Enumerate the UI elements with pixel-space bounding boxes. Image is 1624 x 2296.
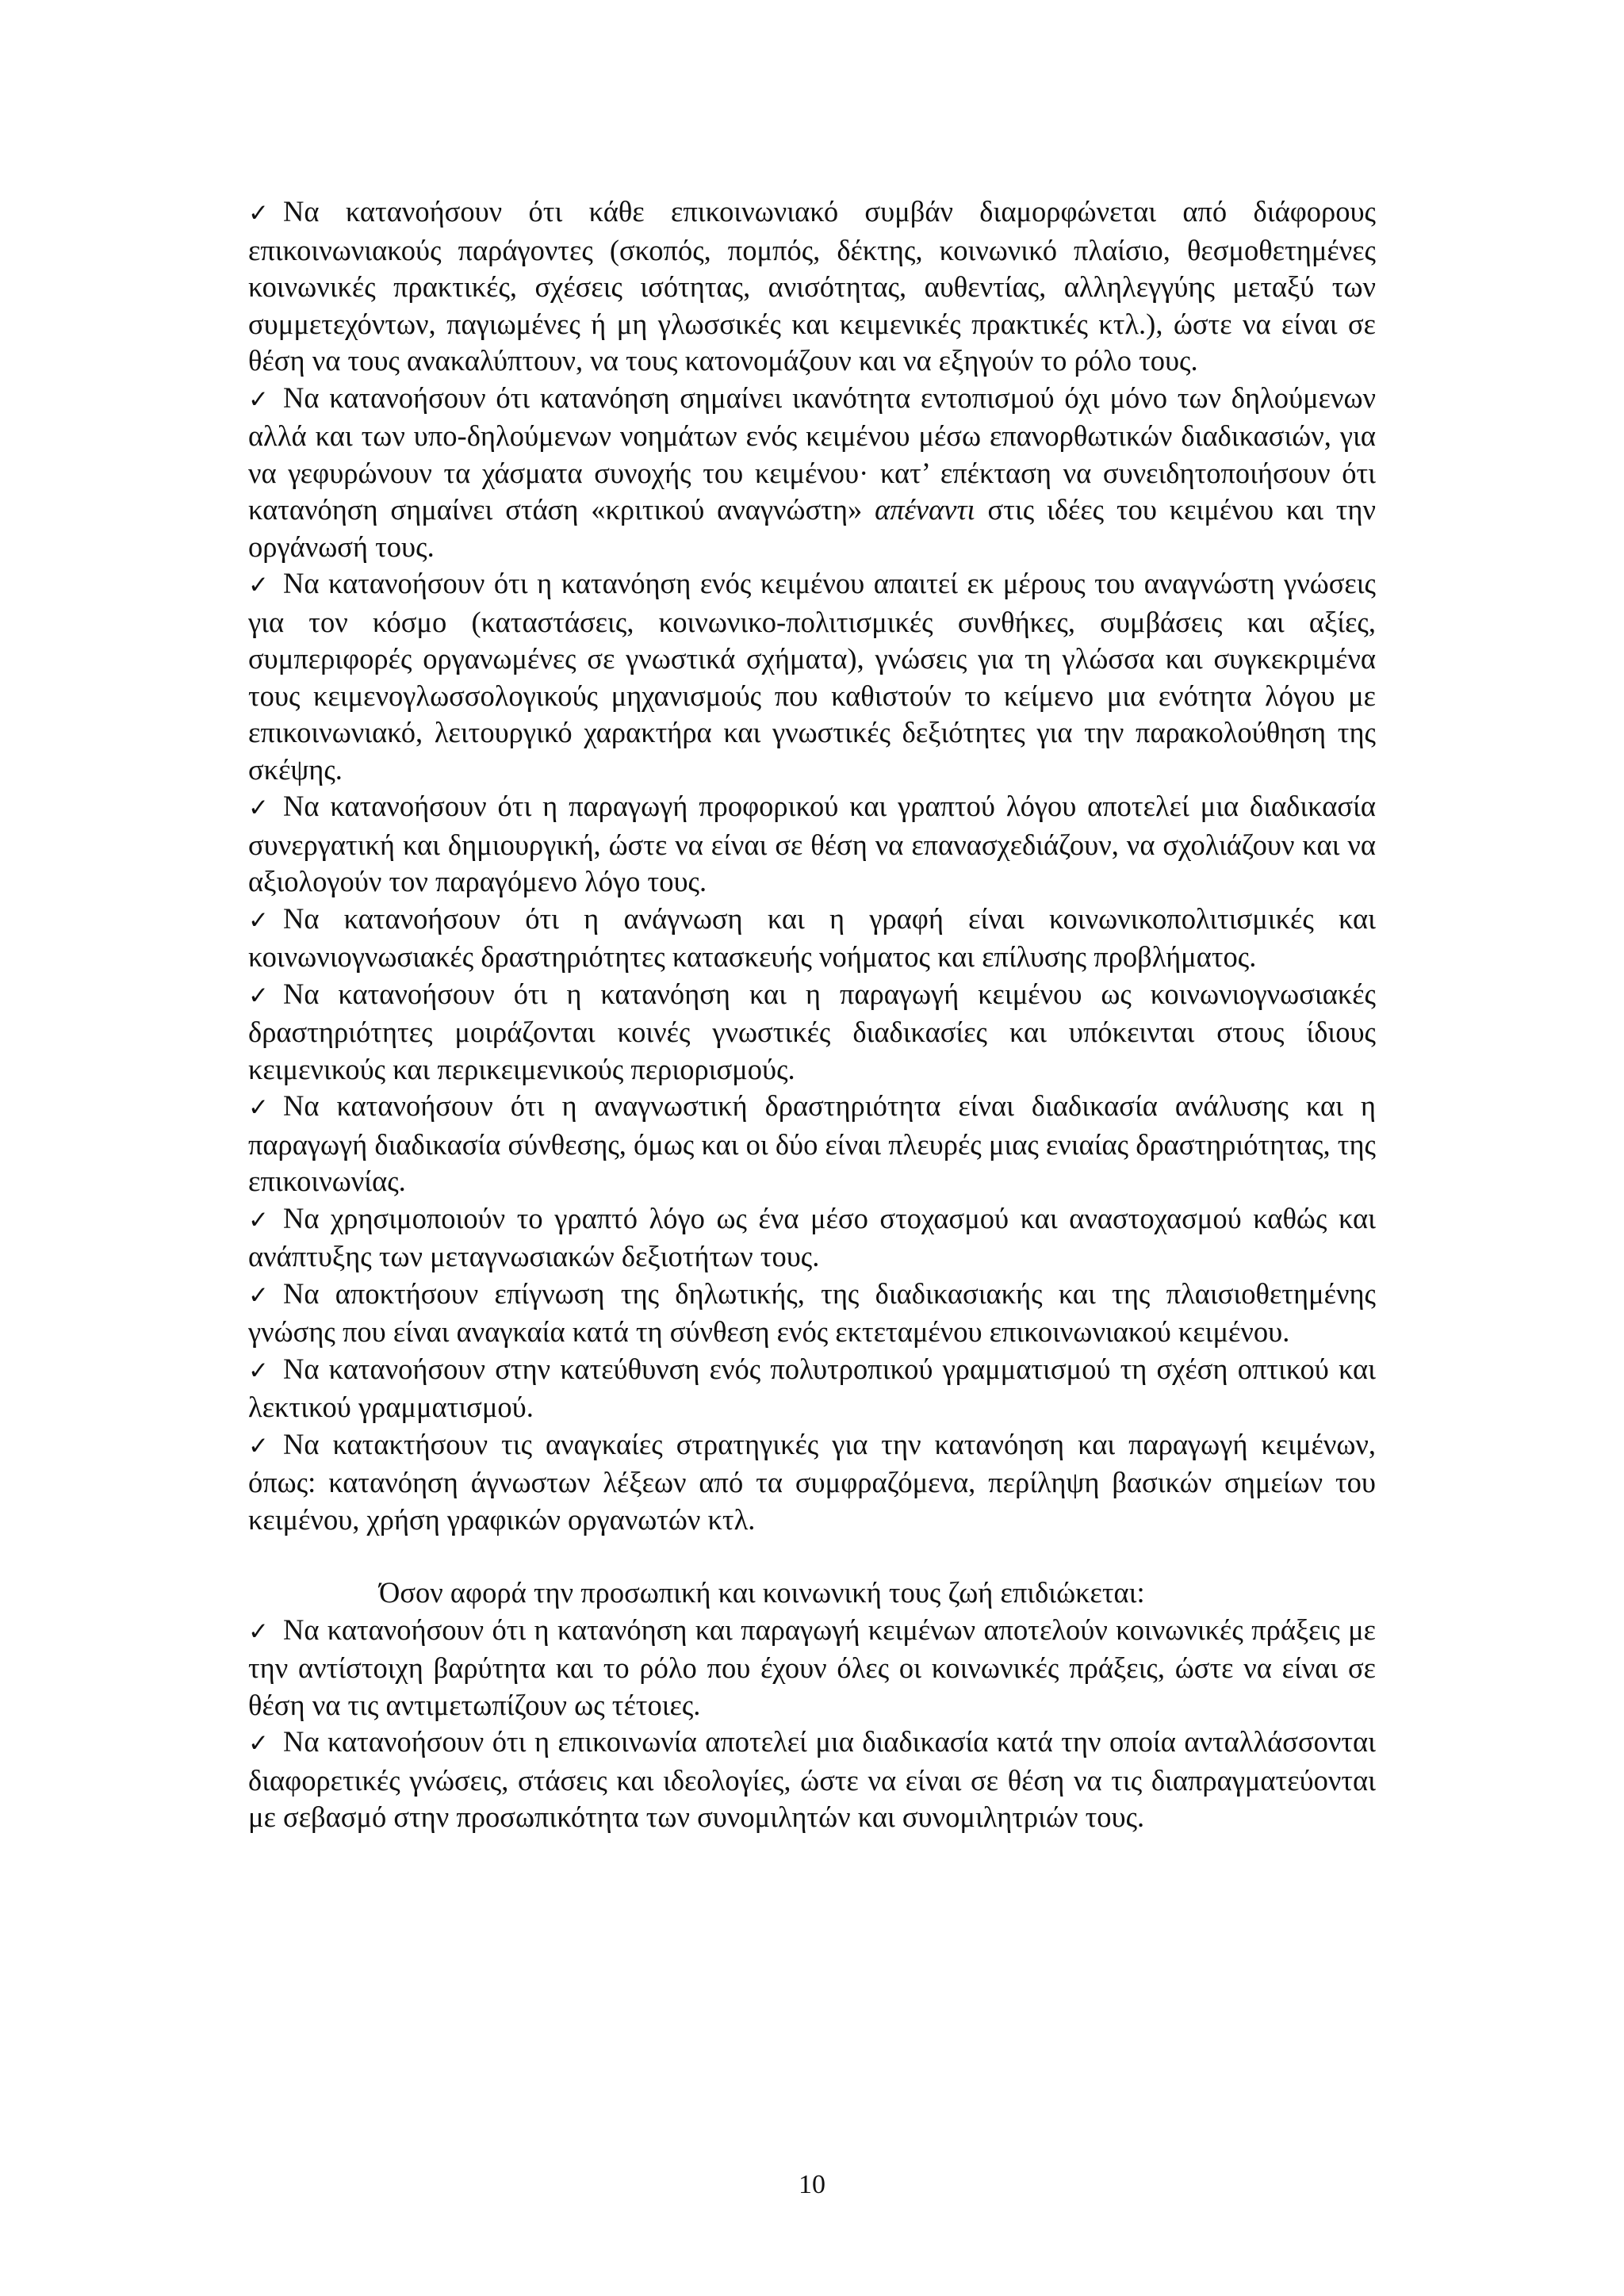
objective-text: Να κατανοήσουν ότι η παραγωγή προφορικού και γραπτού λόγου αποτελεί μια διαδικασία συνεργατική και δημιουργική, ώστε να είναι σε θέση να επανασχεδιάζουν, να σχολιάζουν και να αξιολογούν τον παραγόμενο λόγο τους. <box>248 790 1376 897</box>
objective-item <box>248 1200 1376 1276</box>
objective-item <box>248 1088 1376 1200</box>
objective-text: Να κατανοήσουν ότι η κατανόηση ενός κειμένου απαιτεί εκ μέρους του αναγνώστη γνώσεις για τον κόσμο (καταστάσεις, κοινωνικο-πολιτισμικές συνθήκες, συμβάσεις και αξίες, συμπεριφορές οργανωμένες σε γνωστικά σχήματα), γνώσεις για τη γλώσσα και συγκεκριμένα τους κειμενογλωσσολογικούς μηχανισμούς που καθιστούν το κείμενο μια ενότητα λόγου με επικοινωνιακό, λειτουργικό χαρακτήρα και γνωστικές δεξιότητες για την παρακολούθηση της σκέψης. <box>248 567 1376 786</box>
objective-text: Να κατανοήσουν ότι η κατανόηση και η παραγωγή κειμένου ως κοινωνιογνωσιακές δραστηριότητες μοιράζονται κοινές γνωστικές διαδικασίες και υπόκεινται στους ίδιους κειμενικούς και περικειμενικούς περιορισμούς. <box>248 977 1376 1085</box>
objective-text: Να κατανοήσουν ότι η επικοινωνία αποτελεί μια διαδικασία κατά την οποία ανταλλάσσονται διαφορετικές γνώσεις, στάσεις και ιδεολογίες, ώστε να είναι σε θέση να τις διαπραγματεύονται με σεβασμό στην προσωπικότητα των συνομιλητών και συνομιλητριών τους. <box>248 1725 1376 1833</box>
page-number: 10 <box>799 2170 825 2199</box>
objective-italic-text: απέναντι <box>875 493 975 526</box>
checkmark-icon: ✓ <box>248 1729 269 1758</box>
objective-text: Να χρησιμοποιούν το γραπτό λόγο ως ένα μέσο στοχασμού και αναστοχασμού καθώς και ανάπτυξης των μεταγνωσιακών δεξιοτήτων τους. <box>248 1201 1376 1272</box>
objective-text: Να κατακτήσουν τις αναγκαίες στρατηγικές για την κατανόηση και παραγωγή κειμένων, όπως: κατανόηση άγνωστων λέξεων από τα συμφραζόμενα, περίληψη βασικών σημείων του κειμένου, χρήση γραφικών οργανωτών κτλ. <box>248 1427 1376 1536</box>
checkmark-icon: ✓ <box>248 1617 269 1646</box>
checkmark-icon: ✓ <box>248 1356 269 1385</box>
checkmark-icon: ✓ <box>248 1205 269 1234</box>
objective-text: Να κατανοήσουν ότι η ανάγνωση και η γραφή είναι κοινωνικοπολιτισμικές και κοινωνιογνωσιακές δραστηριότητες κατασκευής νοήματος και επίλυσης προβλήματος. <box>248 901 1376 973</box>
objective-item <box>248 788 1376 901</box>
objective-item <box>248 1612 1376 1724</box>
objective-text: Να κατανοήσουν ότι η κατανόηση και παραγωγή κειμένων αποτελούν κοινωνικές πράξεις με την αντίστοιχη βαρύτητα και το ρόλο που έχουν όλες οι κοινωνικές πράξεις, ώστε να είναι σε θέση να τις αντιμετωπίζουν ως τέτοιες. <box>248 1613 1376 1721</box>
objective-item <box>248 1276 1376 1351</box>
objective-item <box>248 380 1376 566</box>
objective-text: Να κατανοήσουν στην κατεύθυνση ενός πολυτροπικού γραμματισμού τη σχέση οπτικού και λεκτικού γραμματισμού. <box>248 1352 1376 1423</box>
checkmark-icon: ✓ <box>248 981 269 1010</box>
objective-text: Να κατανοήσουν ότι κάθε επικοινωνιακό συμβάν διαμορφώνεται από διάφορους επικοινωνιακούς παράγοντες (σκοπός, πομπός, δέκτης, κοινωνικό πλαίσιο, θεσμοθετημένες κοινωνικές πρακτικές, σχέσεις ισότητας, ανισότητας, αυθεντίας, αλληλεγγύης μεταξύ των συμμετεχόντων, παγιωμένες ή μη γλωσσικές και κειμενικές πρακτικές κτλ.), ώστε να είναι σε θέση να τους ανακαλύπτουν, να τους κατονομάζουν και να εξηγούν το ρόλο τους. <box>248 195 1376 377</box>
objective-text: Να αποκτήσουν επίγνωση της δηλωτικής, της διαδικασιακής και της πλαισιοθετημένης γνώσης που είναι αναγκαία κατά τη σύνθεση ενός εκτεταμένου επικοινωνιακού κειμένου. <box>248 1276 1376 1348</box>
objective-item <box>248 1426 1376 1539</box>
objective-text: Να κατανοήσουν ότι κατανόηση σημαίνει ικανότητα εντοπισμού όχι μόνο των δηλούμενων αλλά και των υπο-δηλούμενων νοημάτων ενός κειμένου μέσω επανορθωτικών διαδικασιών, για να γεφυρώνουν τα χάσματα συνοχής του κειμένου· κατ’ επέκταση να συνειδητοποιήσουν ότι κατανόηση σημαίνει στάση «κριτικού αναγνώστη» <box>248 381 1376 526</box>
objective-item <box>248 565 1376 788</box>
document-body <box>248 193 1376 1836</box>
checkmark-icon: ✓ <box>248 905 269 935</box>
objective-item <box>248 901 1376 976</box>
checkmark-icon: ✓ <box>248 1431 269 1460</box>
checkmark-icon: ✓ <box>248 199 269 228</box>
objective-text-continued: στις ιδέες του κειμένου και την οργάνωσή τους. <box>248 493 1376 563</box>
objective-text: Να κατανοήσουν ότι η αναγνωστική δραστηριότητα είναι διαδικασία ανάλυσης και η παραγωγή διαδικασία σύνθεσης, όμως και οι δύο είναι πλευρές μιας ενιαίας δραστηριότητας, της επικοινωνίας. <box>248 1089 1376 1197</box>
checkmark-icon: ✓ <box>248 385 269 414</box>
checkmark-icon: ✓ <box>248 1280 269 1310</box>
checkmark-icon: ✓ <box>248 1093 269 1122</box>
objective-item <box>248 1724 1376 1836</box>
objective-item <box>248 976 1376 1089</box>
section-intro: Όσον αφορά την προσωπική και κοινωνική τους ζωή επιδιώκεται: <box>379 1576 1145 1609</box>
objective-item <box>248 193 1376 380</box>
objective-item <box>248 1351 1376 1426</box>
checkmark-icon: ✓ <box>248 794 269 822</box>
checkmark-icon: ✓ <box>248 571 269 599</box>
